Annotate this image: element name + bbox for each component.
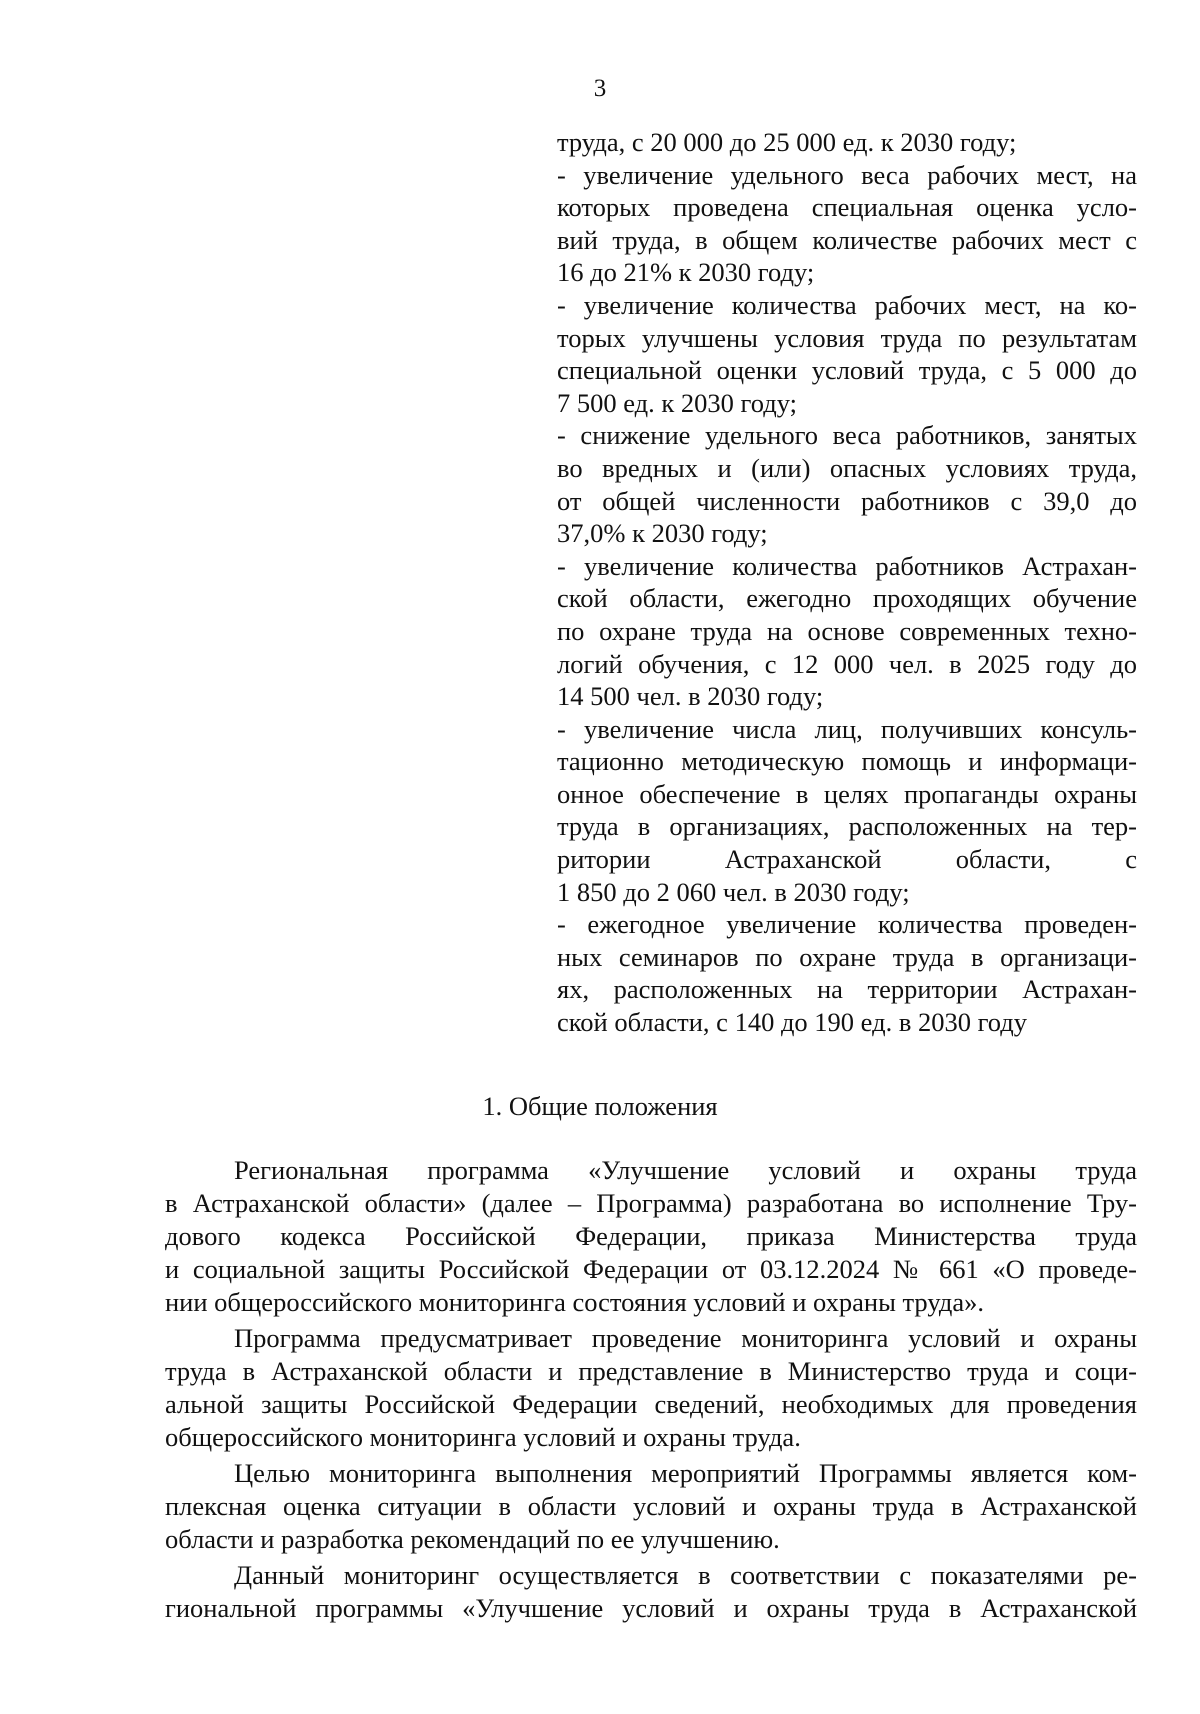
paragraph-line: плексная оценка ситуации в области условий и охраны труда в Астраханской bbox=[165, 1491, 1137, 1521]
indicator-line: торых улучшены условия труда по результатам bbox=[557, 322, 1137, 353]
indicator-line: труда, с 20 000 до 25 000 ед. к 2030 году; bbox=[557, 127, 1017, 157]
indicator-line: - снижение удельного веса работников, занятых bbox=[557, 420, 1137, 451]
indicator-line: 7 500 ед. к 2030 году; bbox=[557, 387, 797, 418]
paragraph-line: Программа предусматривает проведение мониторинга условий и охраны bbox=[234, 1323, 1137, 1353]
paragraph-line: Региональная программа «Улучшение условий и охраны труда bbox=[234, 1155, 1137, 1185]
indicator-line: 16 до 21% к 2030 году; bbox=[557, 257, 815, 288]
indicator-line: ской области, с 140 до 190 ед. в 2030 году bbox=[557, 1007, 1028, 1038]
indicator-line: вий труда, в общем количестве рабочих мест с bbox=[557, 224, 1137, 255]
indicator-line: которых проведена специальная оценка усло- bbox=[557, 192, 1137, 223]
indicator-line: - увеличение удельного веса рабочих мест, на bbox=[557, 159, 1137, 190]
indicator-line: по охране труда на основе современных техно- bbox=[557, 615, 1137, 646]
paragraph-line: альной защиты Российской Федерации сведений, необходимых для проведения bbox=[165, 1389, 1137, 1419]
indicator-line: труда в организациях, расположенных на тер- bbox=[557, 811, 1137, 842]
paragraph-line: Целью мониторинга выполнения мероприятий Программы является ком- bbox=[234, 1458, 1137, 1488]
page-number: 3 bbox=[593, 75, 607, 102]
body-paragraph bbox=[165, 1559, 1137, 1625]
indicator-line: 37,0% к 2030 году; bbox=[557, 518, 768, 549]
indicator-line: ритории Астраханской области, с bbox=[557, 844, 1137, 875]
body-text bbox=[165, 1154, 1137, 1628]
body-paragraph bbox=[165, 1154, 1137, 1319]
indicator-line: - ежегодное увеличение количества проведен- bbox=[557, 909, 1137, 940]
indicator-line: специальной оценки условий труда, с 5 000 до bbox=[557, 355, 1137, 386]
indicator-line: ской области, ежегодно проходящих обучение bbox=[557, 583, 1137, 614]
paragraph-line: Данный мониторинг осуществляется в соответствии с показателями ре- bbox=[234, 1560, 1137, 1590]
paragraph-line: труда в Астраханской области и представление в Министерство труда и соци- bbox=[165, 1356, 1137, 1386]
indicator-line: 14 500 чел. в 2030 году; bbox=[557, 681, 824, 712]
indicator-line: - увеличение количества работников Астрахан- bbox=[557, 550, 1137, 581]
paragraph-line: в Астраханской области» (далее – Программа) разработана во исполнение Тру- bbox=[165, 1188, 1137, 1218]
indicator-line: ях, расположенных на территории Астрахан- bbox=[557, 974, 1137, 1005]
indicator-line: - увеличение числа лиц, получивших консуль- bbox=[557, 713, 1137, 744]
indicator-line: во вредных и (или) опасных условиях труда, bbox=[557, 452, 1137, 483]
paragraph-line: общероссийского мониторинга условий и охраны труда. bbox=[165, 1422, 801, 1452]
section-heading: 1. Общие положения bbox=[482, 1091, 718, 1121]
paragraph-line: гиональной программы «Улучшение условий и охраны труда в Астраханской bbox=[165, 1593, 1137, 1623]
indicator-line: ных семинаров по охране труда в организаци- bbox=[557, 941, 1137, 972]
indicator-line: 1 850 до 2 060 чел. в 2030 году; bbox=[557, 876, 910, 907]
body-paragraph bbox=[165, 1457, 1137, 1556]
indicator-line: онное обеспечение в целях пропаганды охраны bbox=[557, 778, 1137, 809]
indicators-column bbox=[557, 126, 1137, 1039]
indicator-line: - увеличение количества рабочих мест, на ко- bbox=[557, 289, 1137, 320]
paragraph-line: дового кодекса Российской Федерации, приказа Министерства труда bbox=[165, 1221, 1137, 1251]
indicator-line: тационно методическую помощь и информаци- bbox=[557, 746, 1137, 777]
paragraph-line: и социальной защиты Российской Федерации от 03.12.2024 № 661 «О проведе- bbox=[165, 1254, 1137, 1284]
paragraph-line: области и разработка рекомендаций по ее улучшению. bbox=[165, 1524, 780, 1554]
paragraph-line: нии общероссийского мониторинга состояния условий и охраны труда». bbox=[165, 1287, 985, 1317]
indicator-line: логий обучения, с 12 000 чел. в 2025 году до bbox=[557, 648, 1137, 679]
indicator-line: от общей численности работников с 39,0 до bbox=[557, 485, 1137, 516]
body-paragraph bbox=[165, 1322, 1137, 1454]
